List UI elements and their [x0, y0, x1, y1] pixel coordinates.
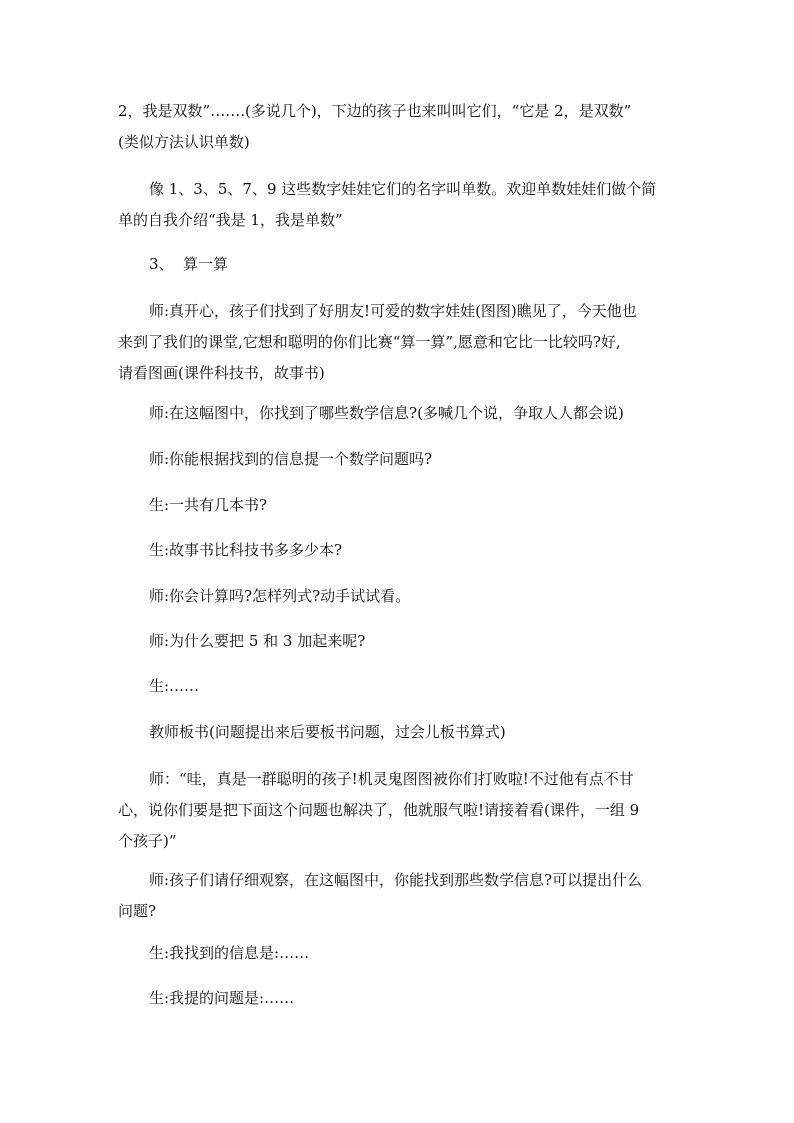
paragraph-single-double-numbers: [118, 96, 700, 158]
paragraph-student-question: [118, 983, 700, 1014]
text-line: 问题?: [118, 902, 157, 920]
paragraph-teacher-question-3: [118, 581, 700, 612]
paragraph-teacher-question-4: [118, 626, 700, 657]
section-heading-calculate: [118, 249, 700, 280]
text-line: 3、 算一算: [149, 255, 229, 273]
paragraph-teacher-intro: [118, 296, 700, 389]
paragraph-teacher-question-1: [118, 398, 700, 429]
text-line: 心，说你们要是把下面这个问题也解决了，他就服气啦!请接着看(课件，一组 9: [118, 801, 640, 819]
text-line: 生:我找到的信息是:……: [149, 944, 310, 962]
text-line: 师:为什么要把 5 和 3 加起来呢?: [149, 632, 366, 650]
paragraph-teacher-praise: [118, 764, 700, 857]
text-line: 个孩子)”: [118, 832, 177, 850]
text-line: 师:真开心，孩子们找到了好朋友!可爱的数字娃娃(图图)瞧见了，今天他也: [149, 302, 637, 320]
text-line: 师:你能根据找到的信息提一个数学问题吗?: [149, 450, 433, 468]
paragraph-odd-numbers: [118, 174, 700, 236]
text-line: 生:我提的问题是:……: [149, 989, 295, 1007]
paragraph-teacher-question-2: [118, 444, 700, 475]
paragraph-student-answer-3: [118, 671, 700, 702]
text-line: 生:……: [149, 677, 200, 695]
paragraph-student-answer-2: [118, 535, 700, 566]
text-line: 师：“哇，真是一群聪明的孩子!机灵鬼图图被你们打败啦!不过他有点不甘: [149, 770, 634, 788]
text-line: 像 1、3、5、7、9 这些数字娃娃它们的名字叫单数。欢迎单数娃娃们做个简: [149, 180, 657, 198]
text-line: 生:一共有几本书?: [149, 496, 268, 514]
paragraph-teacher-observe: [118, 865, 700, 927]
text-line: 请看图画(课件科技书，故事书): [118, 364, 325, 382]
text-line: 师:你会计算吗?怎样列式?动手试试看。: [149, 587, 411, 605]
text-line: 单的自我介绍“我是 1，我是单数”: [118, 211, 343, 229]
text-line: 教师板书(问题提出来后要板书问题，过会儿板书算式): [149, 723, 506, 741]
text-line: 2，我是双数”…….(多说几个)，下边的孩子也来叫叫它们，“它是 2，是双数”: [118, 102, 632, 120]
text-line: 师:孩子们请仔细观察，在这幅图中，你能找到那些数学信息?可以提出什么: [149, 871, 643, 889]
text-line: 来到了我们的课堂,它想和聪明的你们比赛“算一算”,愿意和它比一比较吗?好,: [118, 333, 621, 351]
paragraph-student-info: [118, 938, 700, 969]
text-line: (类似方法认识单数): [118, 133, 250, 151]
text-line: 师:在这幅图中，你找到了哪些数学信息?(多喊几个说，争取人人都会说): [149, 404, 624, 422]
paragraph-student-answer-1: [118, 490, 700, 521]
text-line: 生:故事书比科技书多多少本?: [149, 541, 343, 559]
paragraph-teacher-board: [118, 717, 700, 748]
